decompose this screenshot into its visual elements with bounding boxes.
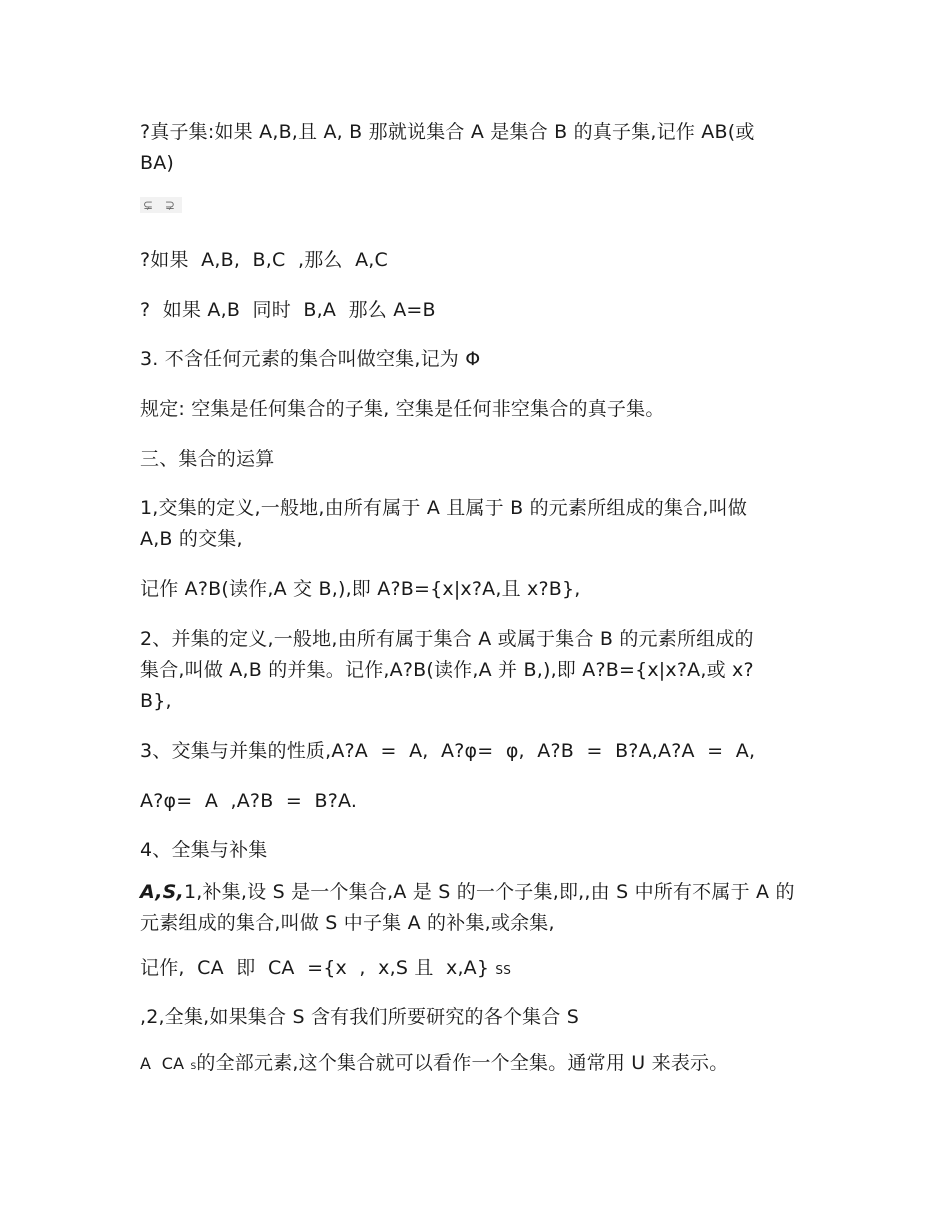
subscript: S bbox=[190, 1062, 197, 1072]
section-heading: 三、集合的运算 bbox=[140, 448, 275, 470]
text-line: ?如果 A,B, B,C ,那么 A,C bbox=[140, 249, 388, 271]
text-line: 3. 不含任何元素的集合叫做空集,记为 Φ bbox=[140, 348, 481, 370]
text-line: 规定: 空集是任何集合的子集, 空集是任何非空集合的真子集。 bbox=[140, 398, 665, 420]
subscript-suffix: SS bbox=[495, 963, 512, 977]
text-line bbox=[140, 953, 511, 985]
subset-symbols: ⊊ ⊋ bbox=[140, 197, 182, 213]
text-prefix: A CA bbox=[140, 1054, 185, 1073]
text-line bbox=[140, 877, 795, 907]
section-heading: 4、全集与补集 bbox=[140, 839, 268, 861]
text-line: B}, bbox=[140, 690, 172, 712]
text-span: 记作, CA 即 CA ={x , x,S 且 x,A} bbox=[140, 957, 490, 979]
text-span: 1,补集,设 S 是一个集合,A 是 S 的一个子集,即,,由 S 中所有不属于 A 的 bbox=[183, 881, 795, 903]
text-line: 记作 A?B(读作,A 交 B,),即 A?B={x|x?A,且 x?B}, bbox=[140, 578, 581, 600]
text-line: 3、交集与并集的性质,A?A = A, A?φ= φ, A?B = B?A,A?A = A, bbox=[140, 740, 756, 762]
text-line: 元素组成的集合,叫做 S 中子集 A 的补集,或余集, bbox=[140, 912, 555, 934]
text-line: ? 如果 A,B 同时 B,A 那么 A=B bbox=[140, 299, 436, 321]
text-line: ?真子集:如果 A,B,且 A, B 那就说集合 A 是集合 B 的真子集,记作 AB(或 bbox=[140, 121, 755, 143]
text-line: 1,交集的定义,一般地,由所有属于 A 且属于 B 的元素所组成的集合,叫做 bbox=[140, 497, 748, 519]
text-line bbox=[140, 1048, 728, 1082]
italic-prefix: A,S, bbox=[140, 881, 184, 903]
text-line: ,2,全集,如果集合 S 含有我们所要研究的各个集合 S bbox=[140, 1006, 580, 1028]
text-line: 2、并集的定义,一般地,由所有属于集合 A 或属于集合 B 的元素所组成的 bbox=[140, 628, 754, 650]
text-line: A,B 的交集, bbox=[140, 528, 243, 550]
text-line: BA) bbox=[140, 152, 175, 174]
text-line: A?φ= A ,A?B = B?A. bbox=[140, 790, 358, 812]
text-line: 集合,叫做 A,B 的并集。记作,A?B(读作,A 并 B,),即 A?B={x|x?A,或 x? bbox=[140, 659, 754, 681]
text-span: 的全部元素,这个集合就可以看作一个全集。通常用 U 来表示。 bbox=[196, 1052, 729, 1074]
